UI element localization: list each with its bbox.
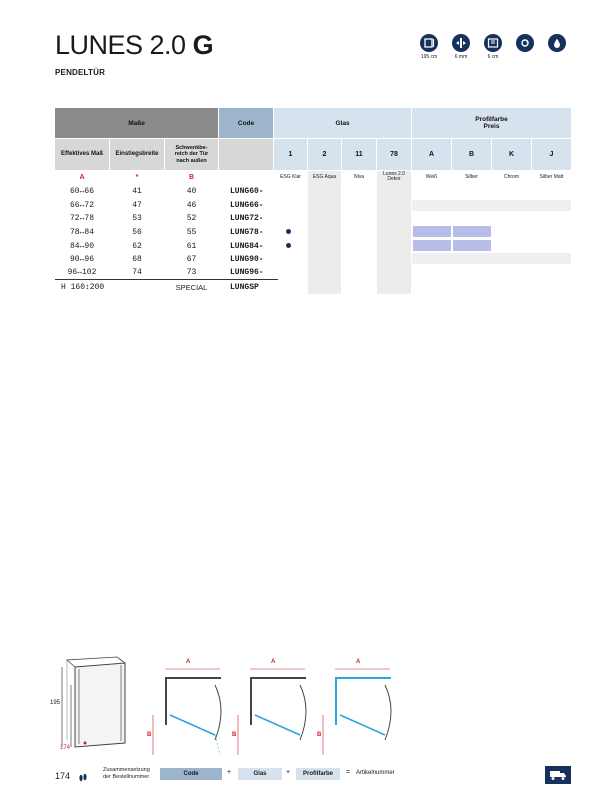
schwenk: 67 (186, 254, 197, 264)
profile-width-icon (484, 34, 502, 52)
profile-width-label: 6 cm (487, 54, 499, 60)
dim-b-label-2: B (232, 732, 237, 738)
profile-name-a: Weiß (425, 173, 438, 180)
group-code: Code (219, 108, 273, 138)
top-view-3 (323, 669, 391, 755)
page-subtitle: PENDELTÜR (55, 68, 106, 77)
swatch-78-a (413, 226, 451, 237)
page-title (55, 30, 213, 61)
dim-a-label-2: A (271, 659, 276, 665)
title-model: G (192, 30, 214, 60)
schwenk: 61 (186, 241, 197, 251)
einstieg: 53 (132, 213, 142, 223)
einstieg: 68 (132, 254, 142, 264)
col-effektives-mass: Effektives Maß (55, 139, 109, 170)
einstieg: 62 (132, 241, 142, 251)
schwenk: 46 (186, 200, 197, 210)
glass-code-1: 1 (274, 139, 307, 170)
swatch-78-b (453, 226, 491, 237)
height-icon (420, 34, 438, 52)
profile-name-b: Silber (465, 173, 478, 180)
swatch-84-a (413, 240, 451, 251)
delivery-truck-icon (545, 766, 571, 784)
eff-mass: 84↔90 (69, 241, 94, 251)
special-separator (55, 279, 278, 280)
swatch-84-b (453, 240, 491, 251)
top-view-2 (238, 669, 306, 755)
glass-col-shade-78 (377, 171, 411, 294)
door-perspective-drawing (62, 657, 125, 747)
reversible-icon (516, 34, 534, 52)
schwenk: 40 (186, 186, 197, 196)
glass-name-78: Lunes 2.0 Dekor (383, 170, 405, 182)
profile-code-k: K (492, 139, 531, 170)
glass-thickness-label: 6 mm (454, 54, 468, 60)
water-drop-icon (548, 34, 566, 52)
glass-name-1: ESG Klar (280, 173, 301, 180)
einstieg: 74 (132, 267, 142, 277)
col-code-sub (219, 139, 273, 170)
col-einstiegsbreite: Einstiegsbreite (110, 139, 164, 170)
einstieg: 41 (132, 186, 142, 196)
einstieg: 47 (132, 200, 142, 210)
profile-code-j: J (532, 139, 571, 170)
order-composition-text: Zusammensetzung der Bestellnummer (103, 767, 150, 780)
availability-dot-78 (286, 229, 291, 234)
profile-code-a: A (412, 139, 451, 170)
marker-b: B (188, 174, 195, 181)
article-code: LUNG84- (230, 241, 264, 251)
page-number: 174 (55, 771, 71, 781)
marker-a: A (79, 174, 85, 181)
availability-dot-84 (286, 243, 291, 248)
title-series: LUNES 2.0 (55, 30, 186, 60)
height-174-label: 174 (60, 745, 71, 751)
article-code: LUNG60- (230, 186, 264, 196)
article-code: LUNG96- (230, 267, 264, 277)
order-box-code: Code (160, 768, 222, 780)
height-195-label: 195 (50, 700, 61, 706)
einstieg: 56 (132, 227, 142, 237)
dim-a-label-3: A (356, 659, 361, 665)
glass-code-2: 2 (308, 139, 341, 170)
group-masse: Maße (55, 108, 218, 138)
top-view-1 (153, 669, 221, 755)
dim-b-label-1: B (147, 732, 152, 738)
profile-code-b: B (452, 139, 491, 170)
dim-b-label-3: B (317, 732, 322, 738)
eff-mass: 78↔84 (69, 227, 94, 237)
plus-2: + (286, 769, 291, 776)
glass-name-2: ESG Aqua (312, 173, 337, 180)
schwenk: 55 (186, 227, 197, 237)
order-box-profil: Profilfarbe (296, 768, 340, 780)
schwenk: 73 (186, 267, 197, 277)
eff-mass: 96↔102 (67, 267, 97, 277)
article-code: LUNG90- (230, 254, 264, 264)
glass-thickness-icon (452, 34, 470, 52)
article-code: LUNG66- (230, 200, 264, 210)
glass-name-11: Niva (353, 173, 364, 180)
row-band-90 (412, 253, 571, 264)
plus-1: + (227, 769, 232, 776)
row-band-66 (412, 200, 571, 211)
glass-code-78: 78 (377, 139, 411, 170)
eff-mass: 60↔66 (69, 186, 94, 196)
eff-mass: 66↔72 (69, 200, 94, 210)
special-label: SPECIAL (175, 282, 208, 292)
group-profil: Profilfarbe Preis (412, 108, 571, 138)
technical-drawings (45, 655, 515, 760)
profile-name-j: Silber Matt (539, 173, 564, 180)
equals-sign: = (346, 769, 351, 776)
special-height: H 160↕200 (61, 282, 105, 292)
order-box-glas: Glas (238, 768, 282, 780)
schwenk: 52 (186, 213, 197, 223)
profile-name-k: Chrom (503, 173, 519, 180)
footprints-icon (78, 770, 88, 788)
glass-col-shade-2 (308, 171, 341, 294)
group-glas: Glas (274, 108, 411, 138)
height-label: 195 cm (420, 54, 438, 60)
glass-code-11: 11 (342, 139, 376, 170)
col-schwenkbereich: Schwenkbe- reich der Tür nach außen (165, 139, 218, 170)
article-code: LUNG72- (230, 213, 264, 223)
dim-a-label-1: A (186, 659, 191, 665)
eff-mass: 72↔78 (69, 213, 94, 223)
order-result: Artikelnummer (356, 770, 395, 776)
article-code: LUNG78- (230, 227, 264, 237)
special-code: LUNGSP (230, 282, 259, 292)
eff-mass: 90↔96 (69, 254, 94, 264)
marker-star: * (135, 174, 139, 181)
